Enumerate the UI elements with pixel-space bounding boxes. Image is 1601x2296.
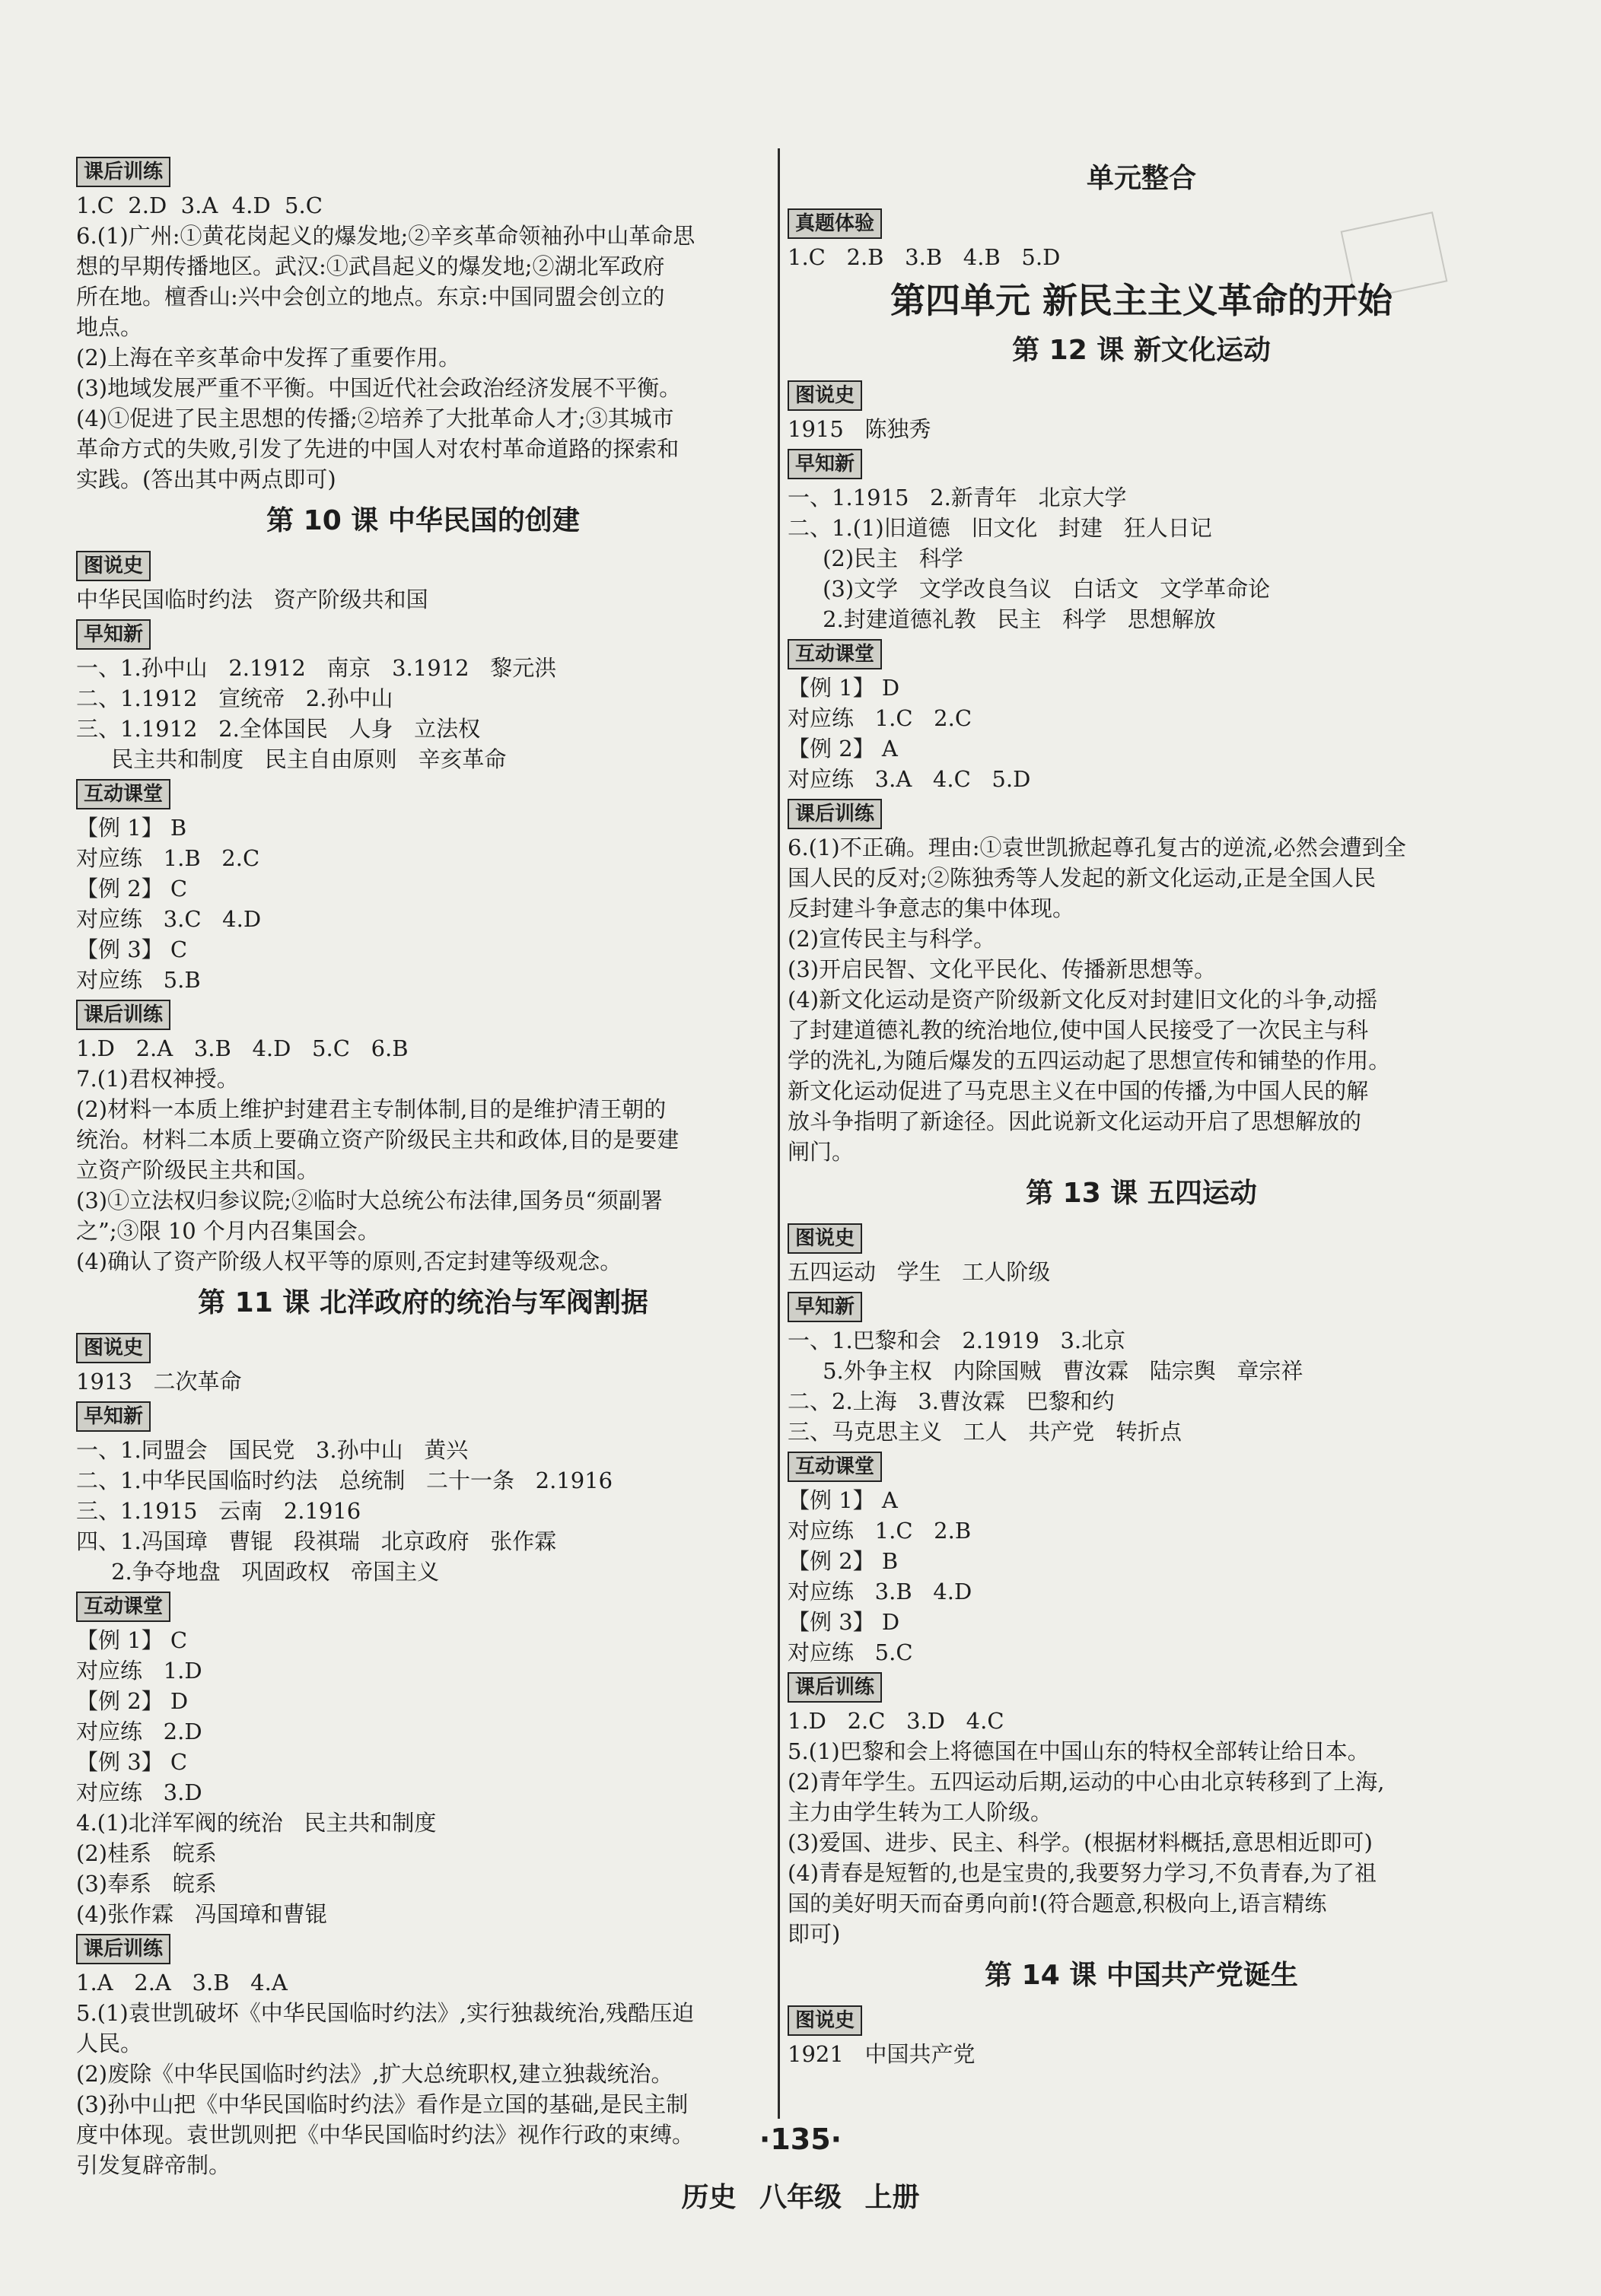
lesson-title: 第 12 课 新文化运动 (1012, 335, 1271, 366)
section-tag: 图说史 (76, 1333, 151, 1363)
section-tag: 图说史 (788, 2005, 862, 2036)
answer-line: 2.封建道德礼教 民主 科学 思想解放 (788, 606, 1216, 632)
answer-line: 对应练 1.C 2.C (788, 705, 972, 731)
answer-line: (4)新文化运动是资产阶级新文化反对封建旧文化的斗争,动摇 (788, 987, 1378, 1013)
answer-line: 对应练 3.D (76, 1779, 202, 1805)
answer-line: 1.C 2.B 3.B 4.B 5.D (788, 244, 1061, 270)
section-tag: 互动课堂 (76, 1592, 170, 1622)
answer-line: 1921 中国共产党 (788, 2041, 976, 2067)
section-tag: 早知新 (788, 449, 862, 479)
answer-line: 对应练 5.C (788, 1639, 913, 1665)
section-tag: 课后训练 (788, 799, 882, 829)
answer-line: 1.A 2.A 3.B 4.A (76, 1970, 288, 1995)
answer-line: 地点。 (76, 314, 143, 340)
unit-title: 第四单元 新民主主义革命的开始 (890, 280, 1393, 321)
answer-line: 了封建道德礼教的统治地位,使中国人民接受了一次民主与科 (788, 1017, 1369, 1043)
section-tag: 早知新 (788, 1292, 862, 1322)
answer-line: (3)文学 文学改良刍议 白话文 文学革命论 (788, 576, 1271, 602)
answer-line: 2.争夺地盘 巩固政权 帝国主义 (76, 1559, 440, 1585)
answer-line: (2)青年学生。五四运动后期,运动的中心由北京转移到了上海, (788, 1769, 1385, 1795)
answer-line: 度中体现。袁世凯则把《中华民国临时约法》视作行政的束缚。 (76, 2122, 695, 2148)
answer-line: 1.C 2.D 3.A 4.D 5.C (76, 192, 323, 218)
answer-line: 二、2.上海 3.曹汝霖 巴黎和约 (788, 1388, 1115, 1414)
lesson-title: 第 14 课 中国共产党诞生 (985, 1960, 1298, 1991)
answer-line: 所在地。檀香山:兴中会创立的地点。东京:中国同盟会创立的 (76, 284, 665, 310)
answer-block (788, 1485, 1495, 1668)
answer-line: 一、1.孙中山 2.1912 南京 3.1912 黎元洪 (76, 655, 557, 681)
answer-line: 5.外争主权 内除国贼 曹汝霖 陆宗舆 章宗祥 (788, 1358, 1303, 1384)
answer-line: 四、1.冯国璋 曹锟 段祺瑞 北京政府 张作霖 (76, 1528, 557, 1554)
section-tag: 课后训练 (76, 157, 170, 187)
answer-line: (4)张作霖 冯国璋和曹锟 (76, 1901, 327, 1927)
answer-line: (2)民主 科学 (788, 545, 963, 571)
left-column (76, 152, 770, 2180)
answer-line: 【例 1】 D (788, 675, 900, 701)
answer-line: 立资产阶级民主共和国。 (76, 1157, 320, 1183)
answer-line: 民主共和制度 民主自由原则 辛亥革命 (76, 746, 507, 772)
answer-line: 中华民国临时约法 资产阶级共和国 (76, 587, 428, 612)
answer-line: (4)确认了资产阶级人权平等的原则,否定封建等级观念。 (76, 1248, 622, 1274)
answer-line: 4.(1)北洋军阀的统治 民主共和制度 (76, 1810, 437, 1836)
unit-summary-title: 单元整合 (1086, 163, 1196, 194)
answer-block (76, 190, 770, 494)
answer-line: 1913 二次革命 (76, 1369, 242, 1394)
section-tag: 图说史 (76, 551, 151, 581)
answer-line: 即可) (788, 1921, 841, 1947)
answer-line: 5.(1)袁世凯破坏《中华民国临时约法》,实行独裁统治,残酷压迫 (76, 2000, 695, 2026)
answer-line: 之”;③限 10 个月内召集国会。 (76, 1218, 380, 1244)
answer-line: 三、1.1912 2.全体国民 人身 立法权 (76, 716, 481, 742)
answer-line: 【例 3】 C (76, 1749, 188, 1775)
answer-line: 一、1.巴黎和会 2.1919 3.北京 (788, 1328, 1126, 1353)
answer-line: 对应练 1.B 2.C (76, 845, 260, 871)
right-column (788, 152, 1495, 2069)
answer-line: (2)桂系 皖系 (76, 1840, 217, 1866)
section-tag: 课后训练 (788, 1672, 882, 1703)
answer-line: 【例 2】 B (788, 1548, 899, 1574)
answer-block (76, 1625, 770, 1929)
answer-line: 二、1.中华民国临时约法 总统制 二十一条 2.1916 (76, 1468, 613, 1493)
answer-line: 对应练 2.D (76, 1719, 202, 1744)
answer-line: 实践。(答出其中两点即可) (76, 466, 336, 492)
answer-line: (3)①立法权归参议院;②临时大总统公布法律,国务员“须副署 (76, 1188, 663, 1213)
section-tag: 课后训练 (76, 1000, 170, 1030)
answer-line: 人民。 (76, 2030, 143, 2056)
answer-line: 五四运动 学生 工人阶级 (788, 1259, 1051, 1285)
answer-line: 7.(1)君权神授。 (76, 1066, 239, 1092)
answer-line: 国人民的反对;②陈独秀等人发起的新文化运动,正是全国人民 (788, 865, 1376, 891)
answer-line: 引发复辟帝制。 (76, 2152, 231, 2178)
answer-line: 闸门。 (788, 1139, 855, 1165)
answer-line: 对应练 3.A 4.C 5.D (788, 766, 1031, 792)
lesson-title: 第 11 课 北洋政府的统治与军阀割据 (198, 1287, 648, 1318)
answer-line: 三、1.1915 云南 2.1916 (76, 1498, 361, 1524)
answer-line: 二、1.(1)旧道德 旧文化 封建 狂人日记 (788, 515, 1212, 541)
section-tag: 课后训练 (76, 1934, 170, 1964)
answer-line: 反封建斗争意志的集中体现。 (788, 895, 1075, 921)
answer-line: 【例 3】 C (76, 937, 188, 962)
answer-line: (2)材料一本质上维护封建君主专制体制,目的是维护清王朝的 (76, 1096, 667, 1122)
answer-block (788, 1706, 1495, 1949)
answer-line: (2)上海在辛亥革命中发挥了重要作用。 (76, 345, 461, 370)
answer-line: 1915 陈独秀 (788, 416, 931, 442)
answer-line: 【例 1】 B (76, 815, 187, 841)
answer-line: 【例 1】 A (788, 1487, 898, 1513)
answer-block (76, 1435, 770, 1587)
answer-line: 对应练 3.C 4.D (76, 906, 262, 932)
answer-line: 二、1.1912 宣统帝 2.孙中山 (76, 685, 393, 711)
answer-line: 革命方式的失败,引发了先进的中国人对农村革命道路的探索和 (76, 436, 680, 462)
answer-line: (2)宣传民主与科学。 (788, 926, 996, 952)
lesson-title: 第 13 课 五四运动 (1026, 1178, 1257, 1209)
answer-line: 主力由学生转为工人阶级。 (788, 1799, 1053, 1825)
answer-line: 5.(1)巴黎和会上将德国在中国山东的特权全部转让给日本。 (788, 1738, 1370, 1764)
answer-line: (4)①促进了民主思想的传播;②培养了大批革命人才;③其城市 (76, 405, 674, 431)
answer-line: 【例 2】 D (76, 1688, 189, 1714)
answer-line: 【例 1】 C (76, 1627, 188, 1653)
answer-line: 1.D 2.C 3.D 4.C (788, 1708, 1004, 1734)
answer-line: (3)奉系 皖系 (76, 1871, 217, 1897)
section-tag: 图说史 (788, 380, 862, 411)
answer-line: 6.(1)不正确。理由:①袁世凯掀起尊孔复古的逆流,必然会遭到全 (788, 835, 1406, 860)
answer-block (788, 1325, 1495, 1447)
answer-line: (2)废除《中华民国临时约法》,扩大总统职权,建立独裁统治。 (76, 2061, 673, 2087)
section-tag: 互动课堂 (76, 779, 170, 809)
answer-line: 对应练 5.B (76, 967, 201, 993)
section-tag: 早知新 (76, 1401, 151, 1432)
answer-block (788, 482, 1495, 634)
answer-block (788, 673, 1495, 794)
answer-line: 1.D 2.A 3.B 4.D 5.C 6.B (76, 1035, 409, 1061)
answer-line: 想的早期传播地区。武汉:①武昌起义的爆发地;②湖北军政府 (76, 253, 665, 279)
answer-line: 对应练 1.D (76, 1658, 202, 1684)
page-number: ·135· (759, 2123, 842, 2156)
answer-line: 国的美好明天而奋勇向前!(符合题意,积极向上,语言精练 (788, 1891, 1327, 1916)
section-tag: 互动课堂 (788, 1452, 882, 1482)
answer-line: 三、马克思主义 工人 共产党 转折点 (788, 1419, 1182, 1445)
answer-block (76, 1033, 770, 1277)
answer-line: 对应练 1.C 2.B (788, 1518, 972, 1544)
answer-line: 6.(1)广州:①黄花岗起义的爆发地;②辛亥革命领袖孙中山革命思 (76, 223, 695, 249)
answer-block (788, 832, 1495, 1167)
answer-line: (3)爱国、进步、民主、科学。(根据材料概括,意思相近即可) (788, 1830, 1373, 1856)
section-tag: 早知新 (76, 619, 151, 650)
book-info: 历史 八年级 上册 (681, 2182, 920, 2213)
answer-line: 学的洗礼,为随后爆发的五四运动起了思想宣传和铺垫的作用。 (788, 1048, 1391, 1073)
answer-line: 一、1.1915 2.新青年 北京大学 (788, 485, 1127, 510)
answer-line: 【例 2】 C (76, 876, 188, 902)
answer-line: (3)地域发展严重不平衡。中国近代社会政治经济发展不平衡。 (76, 375, 682, 401)
lesson-title: 第 10 课 中华民国的创建 (266, 505, 580, 536)
answer-line: 新文化运动促进了马克思主义在中国的传播,为中国人民的解 (788, 1078, 1369, 1104)
answer-line: 一、1.同盟会 国民党 3.孙中山 黄兴 (76, 1437, 469, 1463)
answer-line: 统治。材料二本质上要确立资产阶级民主共和政体,目的是要建 (76, 1127, 680, 1153)
answer-line: 放斗争指明了新途径。因此说新文化运动开启了思想解放的 (788, 1108, 1362, 1134)
answer-line: (3)开启民智、文化平民化、传播新思想等。 (788, 956, 1217, 982)
section-tag: 互动课堂 (788, 639, 882, 669)
section-tag: 真题体验 (788, 208, 882, 239)
answer-line: 【例 3】 D (788, 1609, 900, 1635)
answer-line: 对应练 3.B 4.D (788, 1579, 972, 1604)
answer-line: (3)孙中山把《中华民国临时约法》看作是立国的基础,是民主制 (76, 2091, 689, 2117)
section-tag: 图说史 (788, 1223, 862, 1254)
answer-line: 【例 2】 A (788, 736, 898, 762)
answer-block (76, 653, 770, 774)
column-divider (778, 148, 780, 2119)
answer-line: (4)青春是短暂的,也是宝贵的,我要努力学习,不负青春,为了祖 (788, 1860, 1377, 1886)
answer-block (76, 813, 770, 995)
